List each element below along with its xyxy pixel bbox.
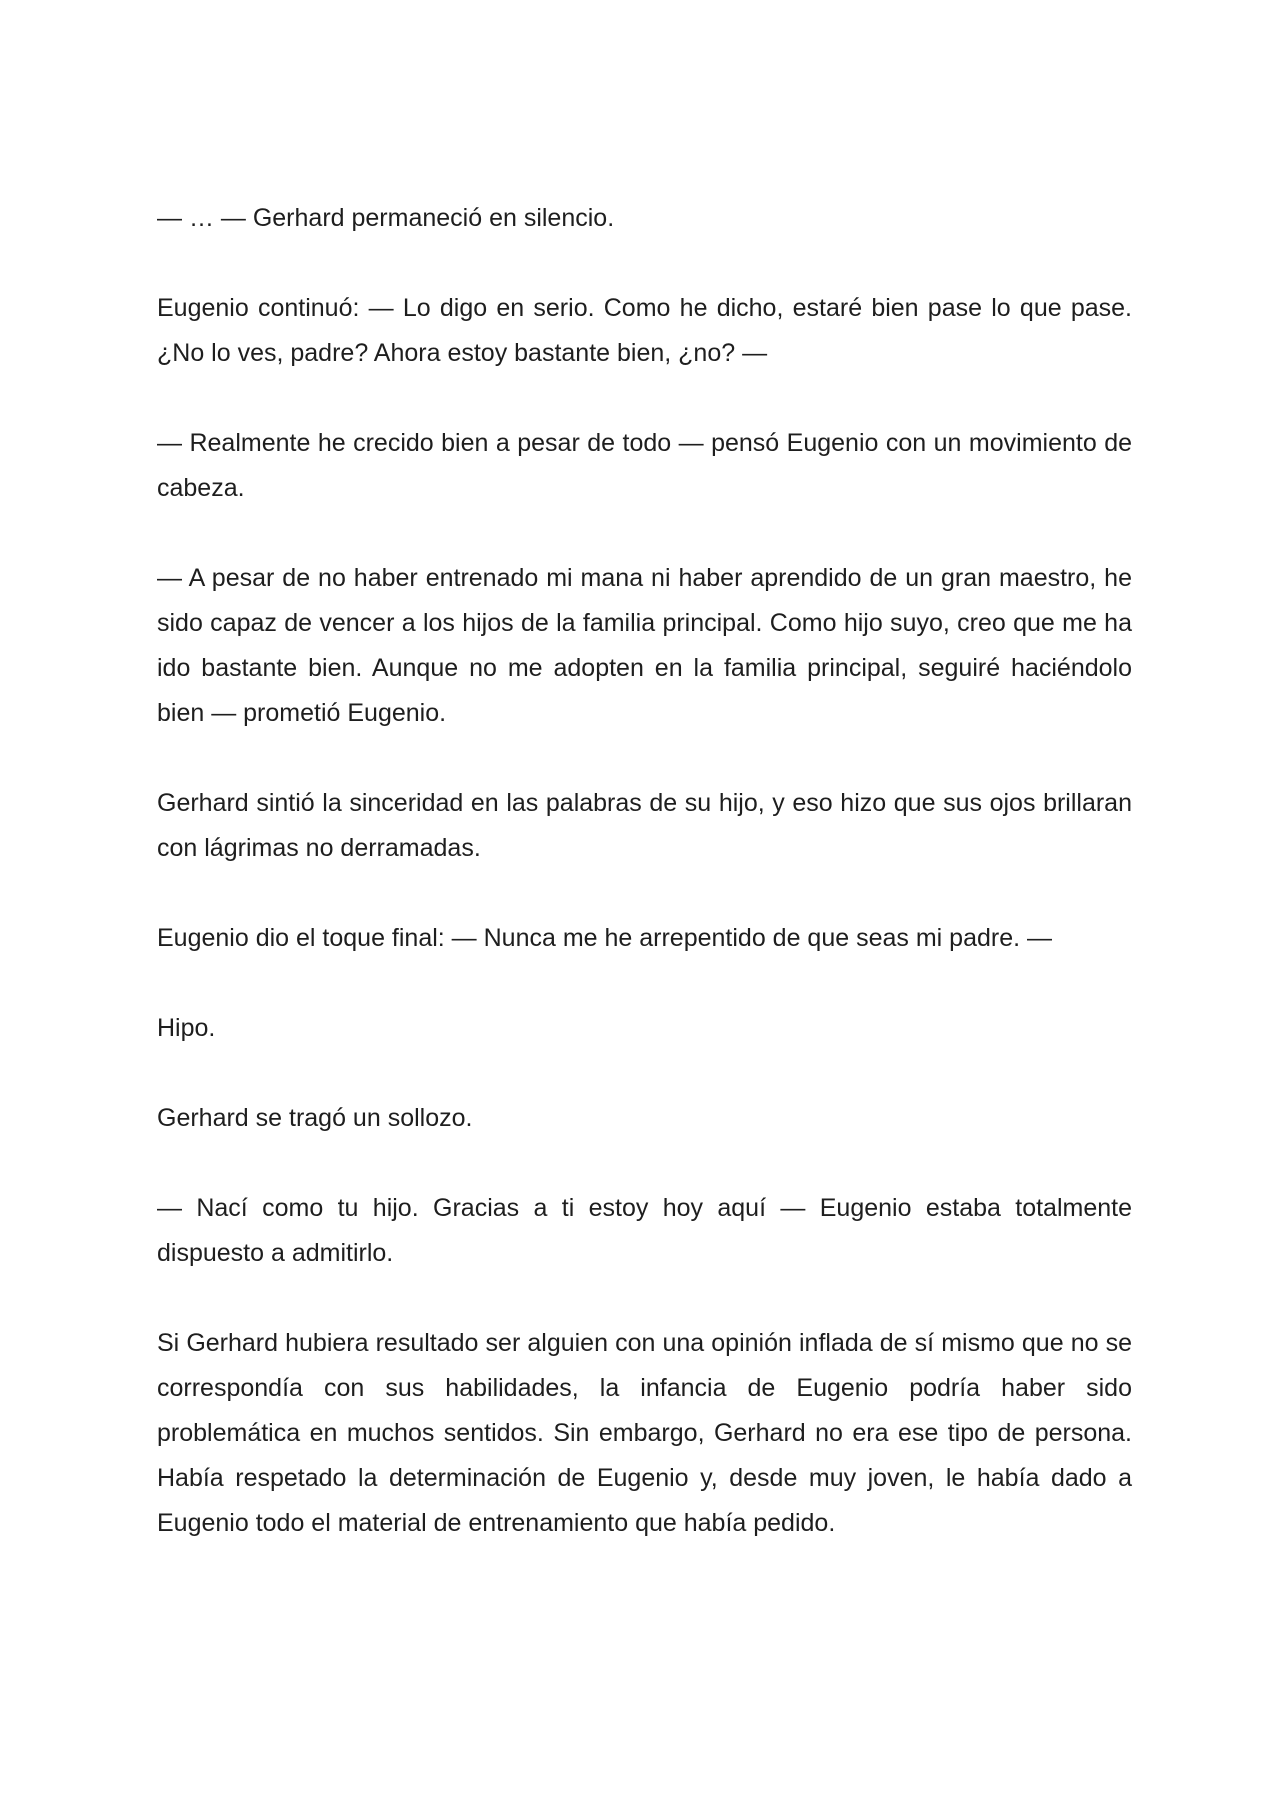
document-page: [157, 196, 1132, 1591]
paragraph-6: Eugenio dio el toque final: — Nunca me he arrepentido de que seas mi padre. —: [157, 924, 1052, 952]
paragraph-5: Gerhard sintió la sinceridad en las palabras de su hijo, y eso hizo que sus ojos brillaran con lágrimas no derramadas.: [157, 789, 1132, 862]
paragraph-7: Hipo.: [157, 1014, 216, 1042]
paragraph-8: Gerhard se tragó un sollozo.: [157, 1104, 473, 1132]
paragraph-2: Eugenio continuó: — Lo digo en serio. Como he dicho, estaré bien pase lo que pase. ¿No lo ves, padre? Ahora estoy bastante bien, ¿no? —: [157, 294, 1132, 367]
paragraph-3: — Realmente he crecido bien a pesar de todo — pensó Eugenio con un movimiento de cabeza.: [157, 429, 1132, 502]
paragraph-1: — … — Gerhard permaneció en silencio.: [157, 204, 615, 232]
paragraph-10: Si Gerhard hubiera resultado ser alguien con una opinión inflada de sí mismo que no se correspondía con sus habilidades, la infancia de Eugenio podría haber sido problemática en muchos sentidos. Sin embargo, Gerhard no era ese tipo de persona. Había respetado la determinación de Eugenio y, desde muy joven, le había dado a Eugenio todo el material de entrenamiento que había pedido.: [157, 1329, 1132, 1537]
paragraph-4: — A pesar de no haber entrenado mi mana ni haber aprendido de un gran maestro, he sido capaz de vencer a los hijos de la familia principal. Como hijo suyo, creo que me ha ido bastante bien. Aunque no me adopten en la familia principal, seguiré haciéndolo bien — prometió Eugenio.: [157, 564, 1132, 727]
paragraph-9: — Nací como tu hijo. Gracias a ti estoy hoy aquí — Eugenio estaba totalmente dispuesto a admitirlo.: [157, 1194, 1132, 1267]
